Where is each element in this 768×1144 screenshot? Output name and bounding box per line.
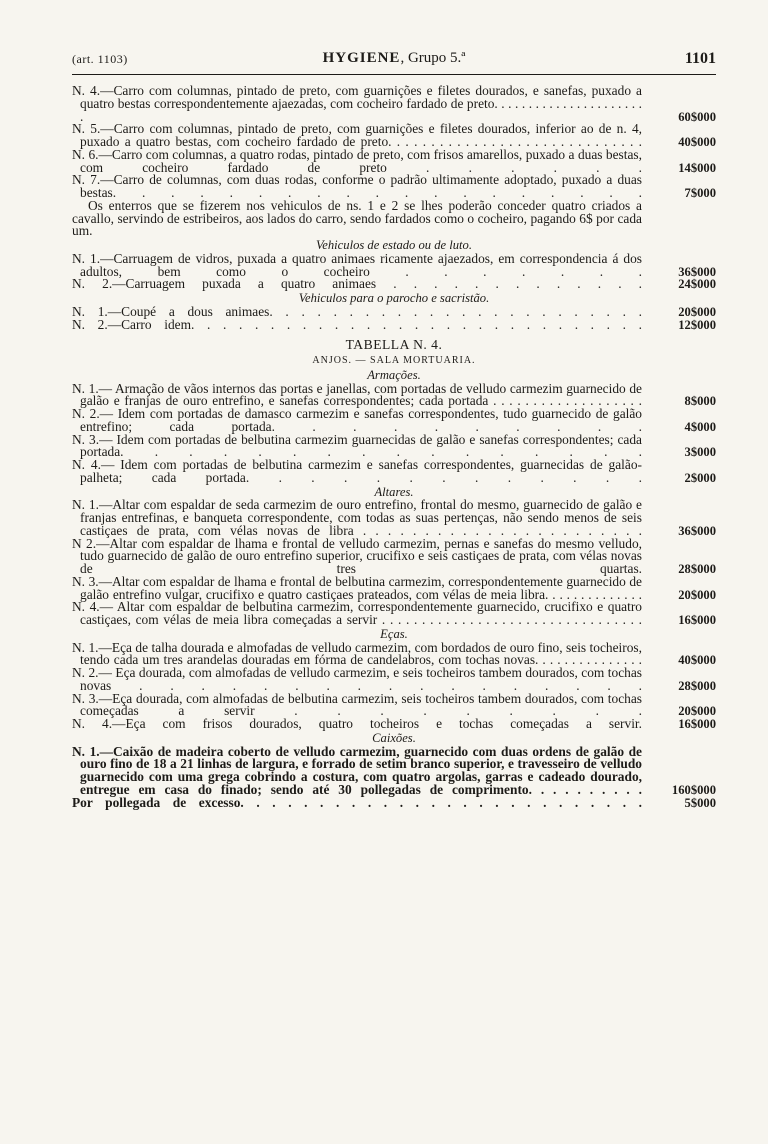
list-item: [72, 459, 716, 485]
running-title: [72, 50, 716, 67]
entry-description: N. 1.—Eça de talha dourada e almofadas de velludo carmezim, com bordados de ouro fino, seis tocheiros, tendo cada um tres arandelas douradas em fórma de candelabros, com tochas novas. . . . . . . . . . . . . . .: [72, 639, 642, 668]
entry-price: 160$000: [671, 782, 716, 797]
document-body: [72, 85, 716, 809]
entry-price: 20$000: [678, 304, 716, 319]
entry-price: 14$000: [678, 160, 716, 175]
entry-price: 20$000: [678, 587, 716, 602]
entry-price: 24$000: [678, 277, 716, 292]
entry-price: 28$000: [678, 678, 716, 693]
section-heading: Armações.: [367, 367, 421, 382]
entry-description: N. 2.— Eça dourada, com almofadas de velludo carmezim, e seis tocheiros tambem dourados, com tochas novas . . . . . . . . . . . . . . . . .: [72, 665, 642, 693]
list-item: [72, 573, 716, 602]
entry-price: 16$000: [678, 717, 716, 731]
list-item: [72, 146, 716, 175]
entry-price: 20$000: [678, 704, 716, 719]
list-item: [72, 535, 716, 576]
entry-description: N. 7.—Carro de columnas, com duas rodas, conforme o padrão ultimamente adoptado, puxado a duas bestas. . . . . . . . . . . . . . . . . . .: [72, 172, 642, 200]
entry-price: 36$000: [678, 523, 716, 538]
entry-description: N. 1.—Carruagem de vidros, puxada a quatro animaes ricamente ajaezados, em correspondencia á dos adultos, bem como o cocheiro . . . . . . .: [72, 250, 642, 279]
entry-price: 40$000: [678, 135, 716, 149]
page-header: [72, 50, 716, 75]
page-number: 1101: [684, 50, 716, 67]
note-paragraph-row: [72, 197, 716, 239]
entry-price: 60$000: [678, 109, 716, 124]
list-item: [72, 431, 716, 460]
list-item: [72, 316, 716, 332]
entry-description: N. 5.—Carro com columnas, pintado de preto, com guarnições e filetes dourados, inferior ao de n. 4, puxado a quatro bestas, com cocheiro fardado de preto. . . . . . . . . . . . . . . . . . . . . . . . . . . . . .: [72, 121, 642, 149]
section-heading: Vehiculos para o parocho e sacristão.: [298, 291, 490, 305]
entry-description: N. 6.—Carro com columnas, a quatro rodas, pintado de preto, com frisos amarellos, puxado a duas bestas, com cocheiro fardado de preto . . . . . .: [72, 146, 642, 175]
entry-description: N. 2.—Carro idem. . . . . . . . . . . . . . . . . . . . . . . . . . . . .: [72, 316, 642, 332]
entry-description: Por pollegada de excesso. . . . . . . . . . . . . . . . . . . . . . . . . .: [72, 794, 642, 810]
entry-description: N. 2.— Idem com portadas de damasco carmezim e sanefas correspondentes, tudo guarnecido de galão entrefino; cada portada. . . . . . . . . .: [72, 406, 642, 434]
entry-price: 8$000: [684, 394, 716, 409]
article-reference: (art. 1103): [72, 52, 128, 66]
running-title-group: , Grupo 5.ª: [400, 50, 466, 66]
list-item: [72, 718, 716, 731]
running-title-bold: HYGIENE: [322, 50, 401, 66]
entry-description: N. 2.—Carruagem puxada a quatro animaes . . . . . . . . . . . . .: [72, 276, 642, 292]
entry-price: 4$000: [684, 419, 716, 434]
section-heading: Altares.: [374, 484, 414, 499]
document-page: [72, 50, 716, 809]
table-title: TABELLA N. 4.: [345, 337, 443, 353]
section-heading: Eças.: [380, 626, 408, 641]
entry-price: 12$000: [678, 317, 716, 332]
list-item: [72, 174, 716, 200]
note-paragraph: Os enterros que se fizerem nos vehiculos de ns. 1 e 2 se lhes poderão conceder quatro criados a cavallo, servindo de estribeiros, aos lados do carro, sendo fardados como o cocheiro, pagando 6$ por cada um.: [72, 197, 642, 239]
list-item: [72, 639, 716, 668]
list-item: [72, 278, 716, 291]
entry-price: 2$000: [684, 470, 716, 485]
entry-description: N. 3.—Eça dourada, com almofadas de belbutina carmezim, seis tocheiros tambem dourados, com tochas começadas a servir . . . . . . . . .: [72, 690, 642, 719]
entry-description: N. 3.— Idem com portadas de belbutina carmezim guarnecidas de galão e sanefas correspondentes; cada portada. . . . . . . . . . . . . . . .: [72, 431, 642, 460]
entry-price: 16$000: [678, 613, 716, 627]
entry-description: N 2.—Altar com espaldar de lhama e frontal de velludo carmezim, pernas e sanefas do mesmo velludo, tudo guarnecido de galão de ouro entrefino superior, crucifixo e seis castiçaes de prata, com vélas novas de tres quartas.: [72, 535, 642, 576]
entry-description: N. 1.—Caixão de madeira coberto de velludo carmezim, guarnecido com duas ordens de galão de ouro fino de 18 a 21 linhas de largura, e forrado de setim branco superior, e travesseiro de velludo guarnecido com uma grega cobrindo a costura, com quatro argolas, garras e cadeado dourado, entregue em casa do finado; sendo até 30 pollegadas de comprimento. . . . . . . . . .: [72, 743, 642, 797]
entry-price: 7$000: [684, 186, 716, 200]
section-heading: Caixões.: [372, 730, 416, 745]
list-item: [72, 123, 716, 149]
list-item: [72, 743, 716, 797]
list-item: [72, 667, 716, 693]
list-item: [72, 499, 716, 537]
list-item: [72, 380, 716, 409]
entry-price: 40$000: [678, 653, 716, 668]
list-item: [72, 250, 716, 279]
entry-price: 3$000: [684, 445, 716, 460]
entry-description: N. 4.— Idem com portadas de belbutina carmezim e sanefas correspondentes, guarnecidas de galão-palheta; cada portada. . . . . . . . . . . . .: [72, 457, 642, 485]
entry-price: 36$000: [678, 264, 716, 279]
entry-description: N. 4.—Carro com columnas, pintado de preto, com guarnições e filetes dourados, e sanefas, puxado a quatro bestas correspondentemente ajaezadas, com cocheiro fardado de preto. . . . . . . . . . . . . . . . . . . . . . .: [72, 83, 642, 124]
entry-description: N. 1.—Altar com espaldar de seda carmezim de ouro entrefino, frontal do mesmo, guarnecido de galão e franjas entrefinas, e banqueta correspondente, com todas as suas pertenças, não sendo menos de seis castiçaes de prata, com vélas novas de libra . . . . . . . . . . . . . . . . . . . . . . .: [72, 497, 642, 538]
list-item: [72, 601, 716, 627]
entry-description: N. 4.— Altar com espaldar de belbutina carmezim, correspondentemente guarnecido, crucifixo e quatro castiçaes, com vélas de meia libra começadas a servir . . . . . . . . . . . . . . . . . . . . . . . . . . . . . . . . .: [72, 599, 642, 627]
entry-price: 5$000: [684, 795, 716, 810]
entry-price: 28$000: [678, 562, 716, 576]
entry-description: N. 1.— Armação de vãos internos das portas e janellas, com portadas de velludo carmezim guarnecido de galão e franjas de ouro entrefino, e sanefas correspondentes; cada portada . . . . . . . . . . . . . . . . . . .: [72, 380, 642, 409]
entry-description: N. 3.—Altar com espaldar de lhama e frontal de belbutina carmezim, correspondentemente guarnecido de galão entrefino vulgar, crucifixo e quatro castiçaes prateados, com vélas de meia libra. . . . . . . . . . . . . .: [72, 573, 642, 602]
list-item: [72, 85, 716, 123]
list-item: [72, 690, 716, 719]
list-item: [72, 408, 716, 434]
table-subtitle: ANJOS. — SALA MORTUARIA.: [312, 355, 476, 366]
entry-description: N. 1.—Coupé a dous animaes. . . . . . . . . . . . . . . . . . . . . . . .: [72, 303, 642, 319]
entry-description: N. 4.—Eça com frisos dourados, quatro tocheiros e tochas começadas a servir.: [72, 716, 642, 731]
list-item: [72, 794, 716, 810]
section-heading: Vehiculos de estado ou de luto.: [316, 238, 472, 252]
